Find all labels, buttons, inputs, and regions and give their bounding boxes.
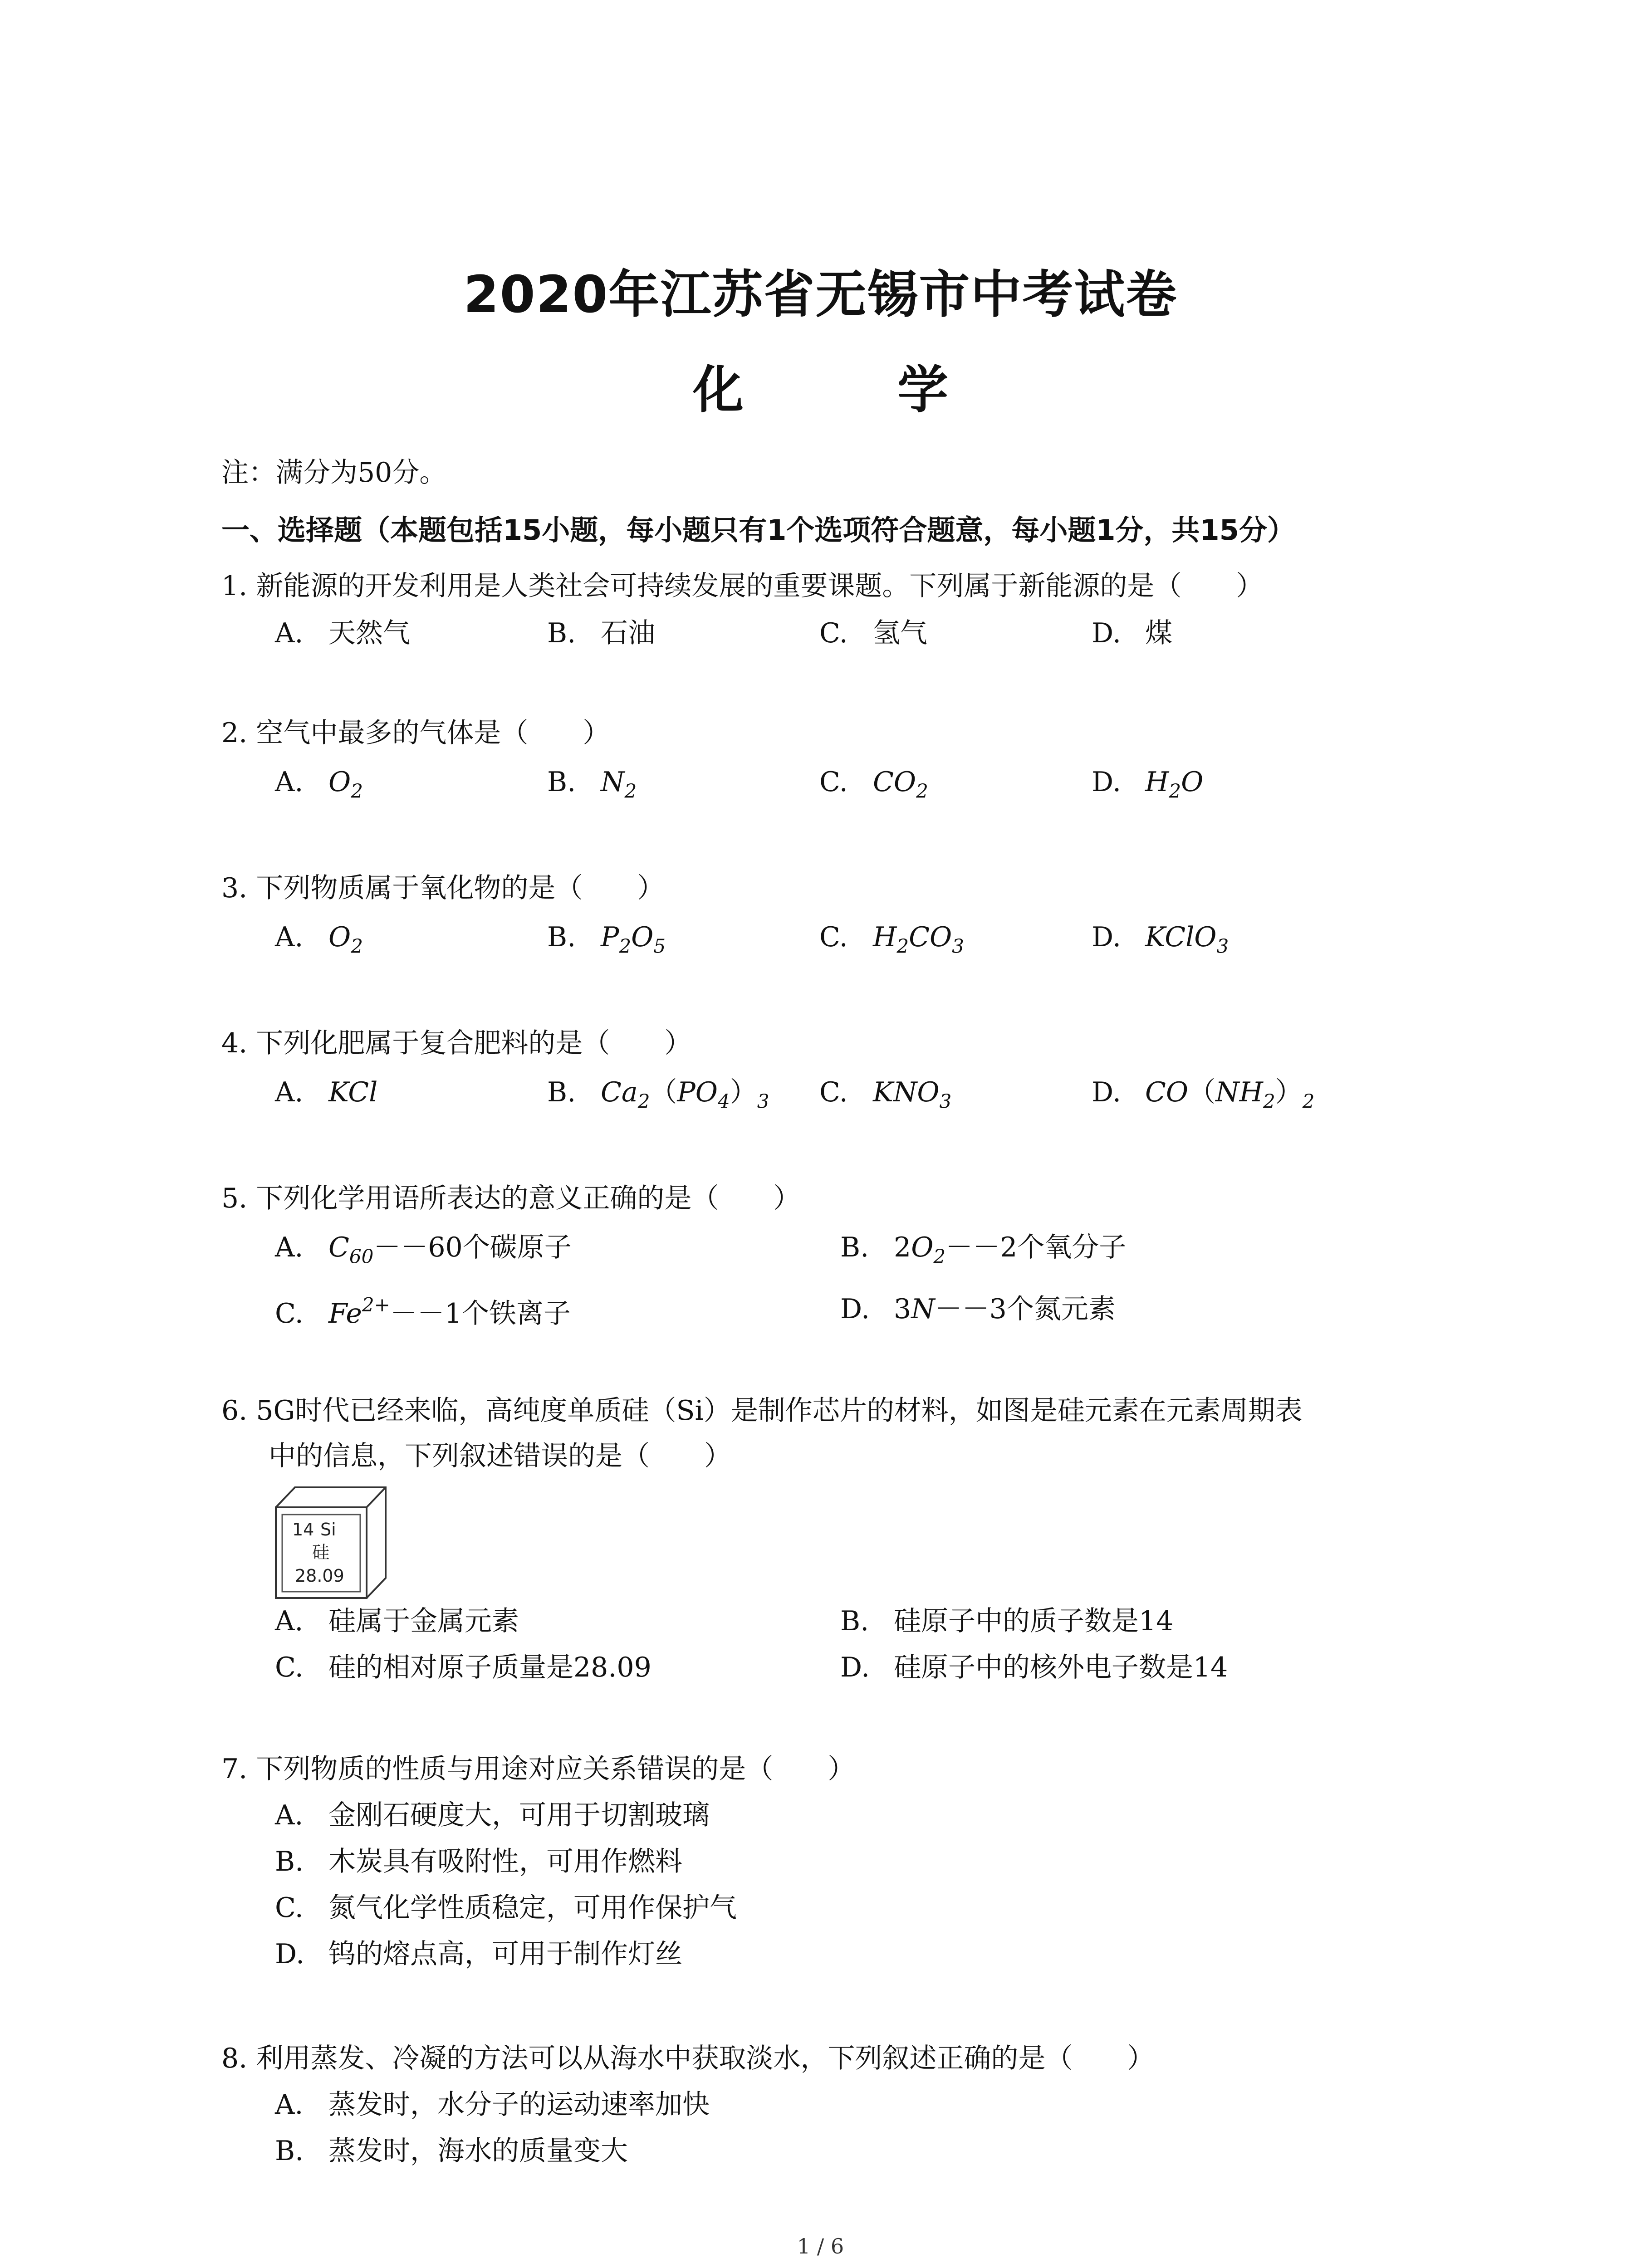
- q2-option-d: D. $H_2O$: [1092, 766, 1204, 802]
- question-6-stem-line2: 中的信息，下列叙述错误的是（ ）: [269, 1440, 731, 1472]
- q3-option-b: B. $P_2O_5$: [547, 921, 666, 958]
- element-mass: 28.09: [295, 1566, 344, 1586]
- q6-option-b: B. 硅原子中的质子数是14: [840, 1605, 1174, 1637]
- q4-option-c: C. $KNO_3$: [819, 1076, 952, 1113]
- q6-option-a: A. 硅属于金属元素: [275, 1605, 519, 1637]
- q5-option-d: D. 3N－－3个氮元素: [840, 1293, 1116, 1325]
- q7-option-b: B. 木炭具有吸附性，可用作燃料: [275, 1846, 682, 1877]
- q4-option-b: B. $Ca_2(PO_4)_3$: [547, 1076, 769, 1113]
- q4-option-d: D. $CO(NH_2)_2$: [1092, 1076, 1315, 1113]
- q1-option-b: B. 石油: [547, 617, 655, 649]
- q6-option-d: D. 硅原子中的核外电子数是14: [840, 1652, 1228, 1683]
- q3-option-c: C. $H_2CO_3$: [819, 921, 964, 958]
- question-2-stem: 2. 空气中最多的气体是（ ）: [221, 717, 610, 749]
- question-6-stem-line1: 6. 5G时代已经来临，高纯度单质硅（Si）是制作芯片的材料，如图是硅元素在元素周期表: [221, 1395, 1303, 1427]
- q3-option-d: D. KClO$_3$: [1092, 921, 1229, 958]
- q2-option-a: A. $O_2$: [275, 766, 363, 802]
- q4-option-a: A. KCl: [275, 1076, 378, 1108]
- question-3-stem: 3. 下列物质属于氧化物的是（ ）: [221, 872, 665, 904]
- q2-option-c: C. $CO_2$: [819, 766, 928, 802]
- page-number: 1 / 6: [797, 2234, 844, 2258]
- q1-option-d: D. 煤: [1092, 617, 1172, 649]
- q7-option-c: C. 氮气化学性质稳定，可用作保护气: [275, 1892, 737, 1924]
- element-name: 硅: [312, 1542, 330, 1562]
- section-heading: 一、选择题（本题包括15小题，每小题只有1个选项符合题意，每小题1分，共15分）: [221, 513, 1295, 547]
- q1-option-c: C. 氢气: [819, 617, 927, 649]
- q7-option-a: A. 金刚石硬度大，可用于切割玻璃: [275, 1799, 710, 1831]
- q5-option-a: A. $C_{60}--60$个碳原子: [275, 1232, 572, 1268]
- element-symbol: Si: [320, 1520, 336, 1540]
- q8-option-b: B. 蒸发时，海水的质量变大: [275, 2135, 628, 2167]
- subject-title: 化 学: [693, 361, 1016, 420]
- q8-option-a: A. 蒸发时，水分子的运动速率加快: [275, 2089, 710, 2121]
- exam-title: 2020年江苏省无锡市中考试卷: [463, 265, 1178, 324]
- question-5-stem: 5. 下列化学用语所表达的意义正确的是（ ）: [221, 1183, 801, 1214]
- q6-option-c: C. 硅的相对原子质量是28.09: [275, 1652, 652, 1683]
- q7-option-d: D. 钨的熔点高，可用于制作灯丝: [275, 1938, 682, 1970]
- score-note: 注：满分为50分。: [221, 457, 447, 489]
- question-4-stem: 4. 下列化肥属于复合肥料的是（ ）: [221, 1027, 692, 1059]
- q1-option-a: A. 天然气: [275, 617, 410, 649]
- q2-option-b: B. $N_2$: [547, 766, 637, 802]
- q5-option-c: C. $Fe^{2+}--1$个铁离子: [275, 1294, 571, 1330]
- question-1-stem: 1. 新能源的开发利用是人类社会可持续发展的重要课题。下列属于新能源的是（ ）: [221, 570, 1264, 602]
- question-7-stem: 7. 下列物质的性质与用途对应关系错误的是（ ）: [221, 1753, 855, 1785]
- q3-option-a: A. $O_2$: [275, 921, 363, 958]
- q5-option-b: B. $2O_2--2$个氧分子: [840, 1232, 1127, 1268]
- element-number: 14: [292, 1520, 314, 1540]
- question-8-stem: 8. 利用蒸发、冷凝的方法可以从海水中获取淡水，下列叙述正确的是（ ）: [221, 2043, 1155, 2074]
- silicon-element-card: [271, 1481, 389, 1599]
